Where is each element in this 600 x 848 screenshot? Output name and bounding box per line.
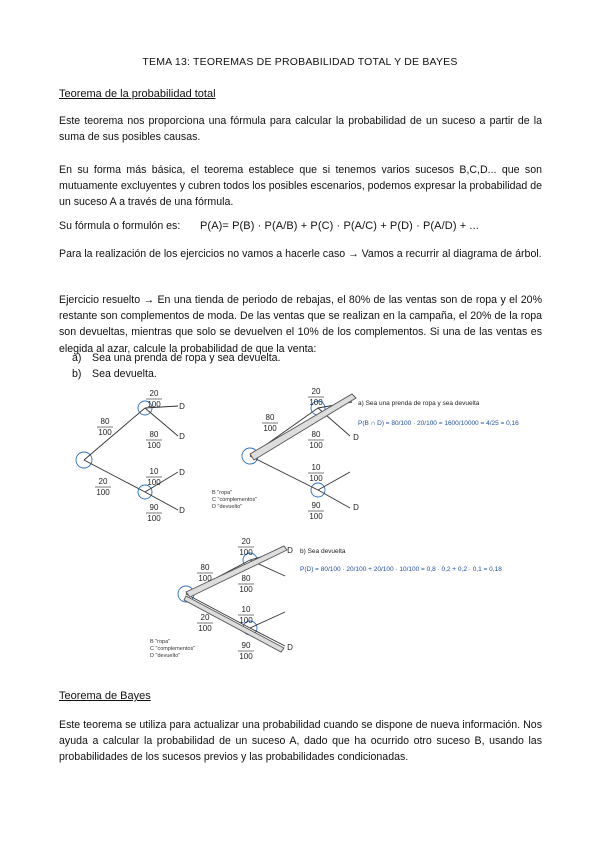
list-item: b) Sea devuelta. bbox=[72, 368, 157, 380]
frac-bnd-num: 80 bbox=[149, 430, 159, 439]
legend-b: B "ropa" bbox=[212, 490, 233, 496]
frac-cd-den: 100 bbox=[147, 478, 161, 487]
paragraph-exercise: Ejercicio resuelto → En una tienda de periodo de rebajas, el 80% de las ventas son de ropa y el 20% restante son complementos de moda. De las ventas que se realizan en la campaña, el 20% de la ropa son devueltas, mientras que solo se devuelven el 10% de los complementos. Si una de las ventas es elegida al azar, calcule la probabilidad de que la venta: bbox=[59, 294, 542, 355]
page-title: TEMA 13: TEOREMAS DE PROBABILIDAD TOTAL Y DE BAYES bbox=[142, 56, 458, 68]
frac-c-num: 20 bbox=[98, 477, 108, 486]
frac-bd-num: 20 bbox=[241, 537, 251, 546]
section-heading-total-probability: Teorema de la probabilidad total bbox=[59, 88, 216, 100]
frac-bd-num: 20 bbox=[311, 387, 321, 396]
legend-c: C "complementos" bbox=[212, 497, 258, 503]
frac-cd-num: 10 bbox=[149, 467, 159, 476]
leaf-nd: D bbox=[179, 506, 185, 515]
leaf-nd: D bbox=[353, 433, 359, 442]
frac-b-den: 100 bbox=[198, 574, 212, 583]
legend-c: C "complementos" bbox=[150, 646, 196, 652]
frac-c-den: 100 bbox=[198, 624, 212, 633]
leaf-d: D bbox=[179, 468, 185, 477]
leaf-nd: D bbox=[353, 503, 359, 512]
frac-b-num: 80 bbox=[265, 413, 275, 422]
paragraph-tree-note: Para la realización de los ejercicios no vamos a hacerle caso → Vamos a recurrir al diagrama de árbol. bbox=[59, 248, 542, 260]
frac-c-num: 20 bbox=[200, 613, 210, 622]
frac-bd-den: 100 bbox=[309, 398, 323, 407]
part-a-calculation: P(B ∩ D) = 80/100 · 20/100 = 1600/10000 = 4/25 = 0,16 bbox=[358, 420, 519, 427]
leaf-d: D bbox=[287, 643, 293, 652]
frac-bd-num: 20 bbox=[149, 389, 159, 398]
exercise-list bbox=[72, 350, 280, 382]
frac-c-den: 100 bbox=[96, 488, 110, 497]
frac-cnd-den: 100 bbox=[309, 512, 323, 521]
formula-label: Su fórmula o formulón es: bbox=[59, 220, 181, 232]
frac-bnd-num: 80 bbox=[241, 574, 251, 583]
paragraph-bayes: Este teorema se utiliza para actualizar una probabilidad cuando se dispone de nueva información. Nos ayuda a calcular la probabilidad de un suceso A, dado que ha ocurrido otro suceso B, usando las probabilidades de los sucesos previos y las probabilidades condicionadas. bbox=[59, 719, 542, 764]
leaf-d: D bbox=[287, 546, 293, 555]
frac-bnd-den: 100 bbox=[309, 441, 323, 450]
frac-bnd-den: 100 bbox=[147, 441, 161, 450]
frac-cd-den: 100 bbox=[309, 474, 323, 483]
list-item: a) Sea una prenda de ropa y sea devuelta. bbox=[72, 352, 281, 364]
frac-cnd-num: 90 bbox=[149, 503, 159, 512]
section-heading-bayes: Teorema de Bayes bbox=[59, 690, 151, 702]
legend-d: D "devuelto" bbox=[150, 653, 181, 659]
frac-bd-den: 100 bbox=[147, 400, 161, 409]
frac-b-num: 80 bbox=[100, 417, 110, 426]
frac-bnd-den: 100 bbox=[239, 585, 253, 594]
frac-cnd-num: 90 bbox=[241, 641, 251, 650]
frac-cd-num: 10 bbox=[241, 605, 251, 614]
frac-bnd-num: 80 bbox=[311, 430, 321, 439]
leaf-nd: D bbox=[179, 432, 185, 441]
part-b-title: b) Sea devuelta bbox=[300, 548, 346, 555]
frac-cnd-den: 100 bbox=[147, 514, 161, 523]
tree-diagrams bbox=[0, 380, 600, 680]
legend-d: D "devuelto" bbox=[212, 504, 243, 510]
frac-b-num: 80 bbox=[200, 563, 210, 572]
legend-b: B "ropa" bbox=[150, 639, 171, 645]
part-a-title: a) Sea una prenda de ropa y sea devuelta bbox=[358, 400, 480, 407]
leaf-d: D bbox=[179, 402, 185, 411]
paragraph-definition: En su forma más básica, el teorema establece que si tenemos varios sucesos B,C,D... que son mutuamente excluyentes y cubren todos los posibles escenarios, podemos expresar la probabilidad de un suceso A a través de una fórmula. bbox=[59, 164, 542, 209]
total-probability-formula: P(A)= P(B) · P(A/B) + P(C) · P(A/C) + P(D) · P(A/D) + ... bbox=[200, 220, 479, 232]
paragraph-intro: Este teorema nos proporciona una fórmula para calcular la probabilidad de un suceso a partir de la suma de sus posibles causas. bbox=[59, 115, 542, 144]
frac-cd-num: 10 bbox=[311, 463, 321, 472]
frac-cnd-den: 100 bbox=[239, 652, 253, 661]
frac-b-den: 100 bbox=[98, 428, 112, 437]
frac-b-den: 100 bbox=[263, 424, 277, 433]
frac-cnd-num: 90 bbox=[311, 501, 321, 510]
frac-cd-den: 100 bbox=[239, 616, 253, 625]
frac-bd-den: 100 bbox=[239, 548, 253, 557]
part-b-calculation: P(D) = 80/100 · 20/100 + 20/100 · 10/100 = 0,8 · 0,2 + 0,2 · 0,1 = 0,18 bbox=[300, 566, 502, 573]
